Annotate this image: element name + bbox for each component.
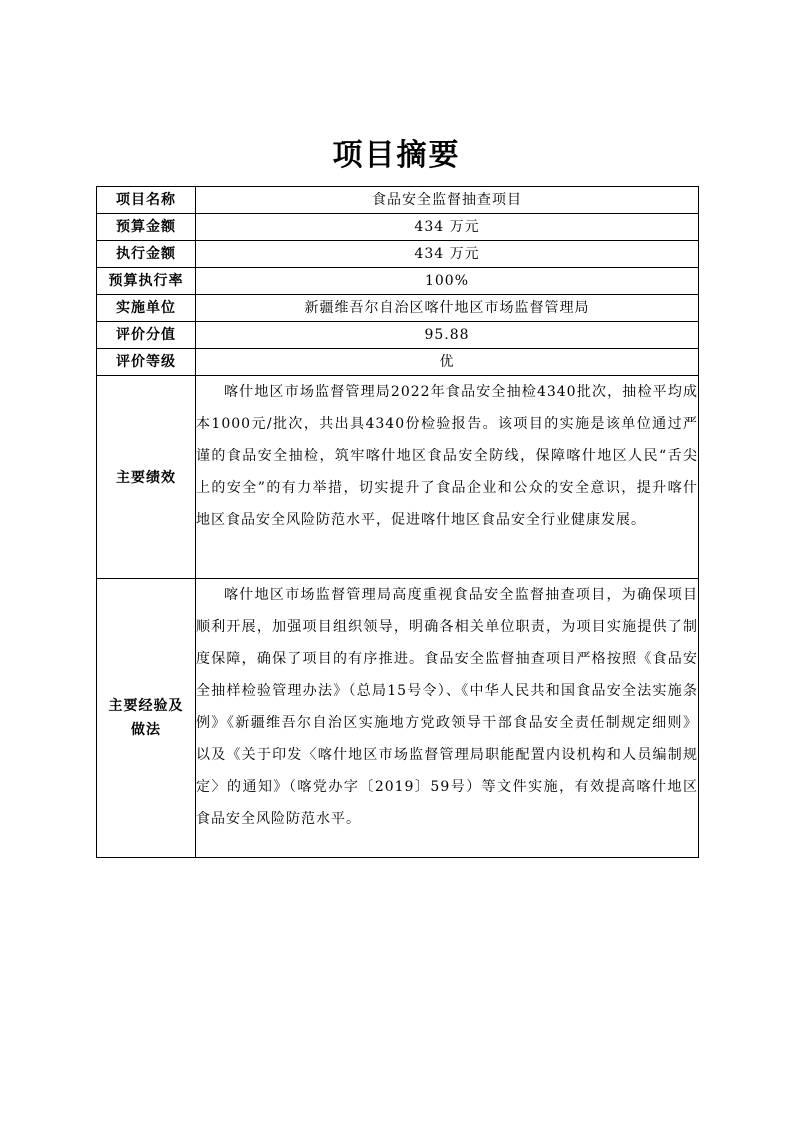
table-row-evaluation-grade (97, 349, 699, 376)
executed-amount-value: 434 万元 (196, 241, 699, 268)
main-experience-label (97, 579, 196, 858)
evaluation-grade-label: 评价等级 (97, 349, 196, 376)
budget-amount-value: 434 万元 (196, 214, 699, 241)
table-row-project-name (97, 187, 699, 214)
evaluation-grade-value: 优 (196, 349, 699, 376)
implementing-unit-value: 新疆维吾尔自治区喀什地区市场监督管理局 (196, 295, 699, 322)
project-name-label: 项目名称 (97, 187, 196, 214)
table-row-evaluation-score (97, 322, 699, 349)
budget-amount-label: 预算金额 (97, 214, 196, 241)
table-row-budget-amount (97, 214, 699, 241)
main-performance-text: 喀什地区市场监督管理局2022年食品安全抽检4340批次，抽检平均成本1000元/批次，共出具4340份检验报告。该项目的实施是该单位通过严谨的食品安全抽检，筑牢喀什地区食品安全防线，保障喀什地区人民“舌尖上的安全”的有力举措，切实提升了食品企业和公众的安全意识，提升喀什地区食品安全风险防范水平，促进喀什地区食品安全行业健康发展。 (196, 384, 698, 528)
project-name-value: 食品安全监督抽查项目 (196, 187, 699, 214)
main-experience-label-line1: 主要经验及 (108, 698, 184, 714)
table-row-execution-rate (97, 268, 699, 295)
main-experience-cell (196, 579, 699, 858)
execution-rate-label: 预算执行率 (97, 268, 196, 295)
table-row-implementing-unit (97, 295, 699, 322)
evaluation-score-value: 95.88 (196, 322, 699, 349)
implementing-unit-label: 实施单位 (97, 295, 196, 322)
table-row-main-experience (97, 579, 699, 858)
table-row-main-performance (97, 376, 699, 579)
main-experience-text: 喀什地区市场监督管理局高度重视食品安全监督抽查项目，为确保项目顺利开展，加强项目组织领导，明确各相关单位职责，为项目实施提供了制度保障，确保了项目的有序推进。食品安全监督抽查项目严格按照《食品安全抽样检验管理办法》（总局15号令）、《中华人民共和国食品安全法实施条例》《新疆维吾尔自治区实施地方党政领导干部食品安全责任制规定细则》以及《关于印发〈喀什地区市场监督管理局职能配置内设机构和人员编制规定〉的通知》（喀党办字〔2019〕59号）等文件实施，有效提高喀什地区食品安全风险防范水平。 (196, 587, 698, 827)
main-performance-cell (196, 376, 699, 579)
executed-amount-label: 执行金额 (97, 241, 196, 268)
main-performance-label: 主要绩效 (97, 376, 196, 579)
execution-rate-value: 100% (196, 268, 699, 295)
summary-table (96, 186, 699, 858)
page-title: 项目摘要 (332, 138, 461, 173)
table-row-executed-amount (97, 241, 699, 268)
main-experience-label-line2: 做法 (131, 722, 161, 738)
evaluation-score-label: 评价分值 (97, 322, 196, 349)
